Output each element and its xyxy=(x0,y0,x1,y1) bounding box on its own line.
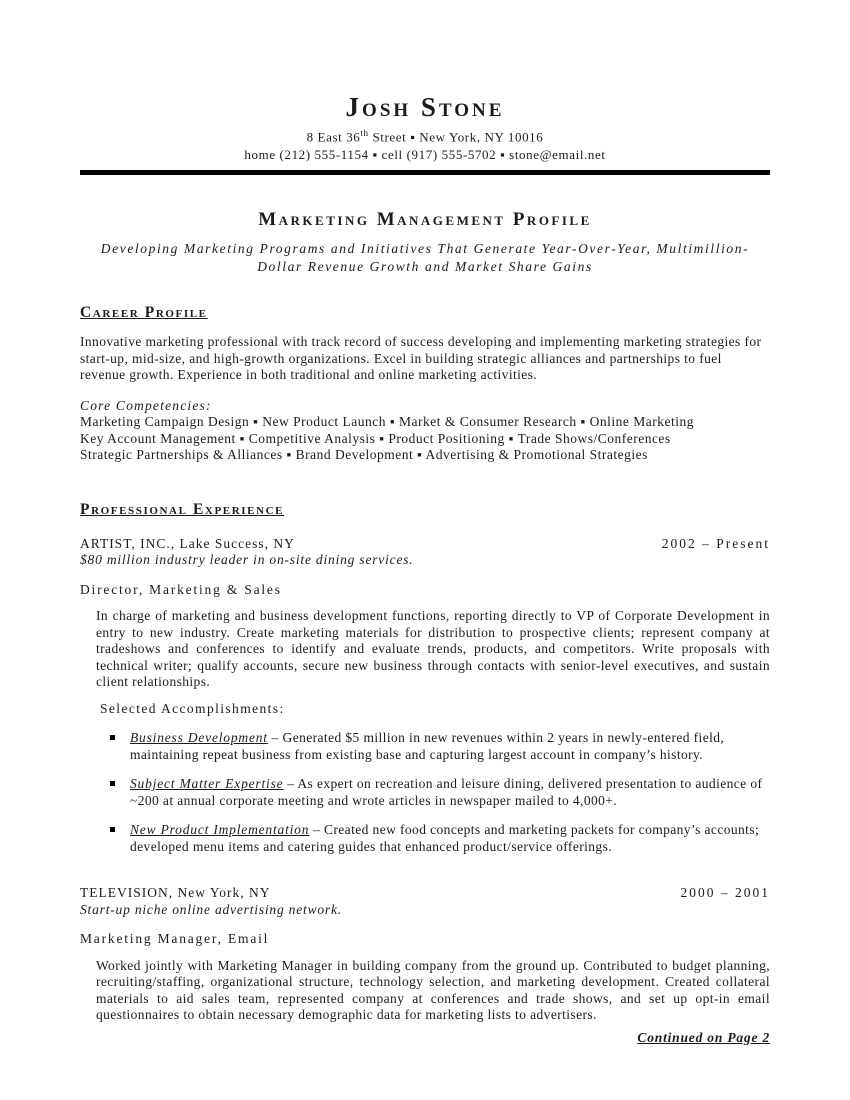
core-competencies-label: Core Competencies: xyxy=(80,397,212,413)
accomplishment-item xyxy=(110,822,770,855)
accomplishment-title: Subject Matter Expertise xyxy=(130,776,284,792)
profile-tagline: Developing Marketing Programs and Initiatives That Generate Year-Over-Year, Multimillion-Dollar Revenue Growth and Market Share Gains xyxy=(100,241,750,275)
company-descriptor: Start-up niche online advertising network. xyxy=(80,901,342,917)
section-heading-professional-experience: Professional Experience xyxy=(80,500,285,518)
contact-line: home (212) 555-1154 ▪ cell (917) 555-5702 ▪ stone@email.net xyxy=(244,147,606,163)
job-dates: 2002 – Present xyxy=(661,535,770,551)
job-header xyxy=(80,885,770,902)
continued-note-text: Continued on Page 2 xyxy=(637,1029,770,1045)
address-street-ordinal: th xyxy=(360,128,369,138)
accomplishments-label: Selected Accomplishments: xyxy=(100,700,285,716)
company-name: ARTIST, INC., Lake Success, NY xyxy=(80,535,295,551)
accomplishment-text: – As expert on recreation and leisure dining, delivered presentation to audience of ~200 at annual corporate meeting and wrote articles in newspaper mailed to 4,000+. xyxy=(130,776,763,808)
job-title: Marketing Manager, Email xyxy=(80,931,270,947)
accomplishment-text: – Generated $5 million in new revenues within 2 years in newly-entered field, maintaining repeat business from existing base and capturing largest account in company’s history. xyxy=(130,730,725,762)
job-title: Director, Marketing & Sales xyxy=(80,581,282,597)
bullet-square-icon xyxy=(110,735,115,740)
header-divider xyxy=(80,170,770,175)
address-street: 8 East 36 xyxy=(306,129,361,145)
company-descriptor: $80 million industry leader in on-site dining services. xyxy=(80,552,414,568)
continued-note xyxy=(80,1030,770,1047)
accomplishment-item xyxy=(110,730,770,763)
company-name: TELEVISION, New York, NY xyxy=(80,885,271,901)
bullet-square-icon xyxy=(110,781,115,786)
bullet-square-icon xyxy=(110,827,115,832)
job-entry xyxy=(80,536,770,856)
competency-line: Marketing Campaign Design ▪ New Product Launch ▪ Market & Consumer Research ▪ Online Marketing xyxy=(80,414,694,430)
competency-line: Strategic Partnerships & Alliances ▪ Brand Development ▪ Advertising & Promotional Strategies xyxy=(80,447,648,463)
profile-title: Marketing Management Profile xyxy=(258,209,592,231)
accomplishment-title: Business Development xyxy=(130,730,268,746)
job-summary: In charge of marketing and business development functions, reporting directly to VP of Corporate Development in entry to new industry. Create marketing materials for distribution to prospective clients; represent company at tradeshows and conferences to identify and evaluate trends, products, and competitors. Write proposals with technical writer; qualify accounts, secure new business through contacts with senior-level executives, and sustain client relationships. xyxy=(96,608,770,690)
accomplishment-title: New Product Implementation xyxy=(130,822,310,838)
accomplishment-body xyxy=(130,822,770,855)
address-line xyxy=(80,125,770,145)
header xyxy=(80,92,770,175)
section-heading-career-profile: Career Profile xyxy=(80,304,208,322)
job-summary: Worked jointly with Marketing Manager in building company from the ground up. Contributed to budget planning, recruiting/staffing, organizational structure, technology selection, and marketing development. Created collateral materials to aid sales team, represented company at conferences and trade shows, and set up opt-in email questionnaires to obtain necessary demographic data for marketing lists to advertisers. xyxy=(96,957,770,1023)
job-header xyxy=(80,536,770,553)
person-name: Josh Stone xyxy=(345,92,505,122)
accomplishment-body xyxy=(130,776,770,809)
career-summary: Innovative marketing professional with track record of success developing and implementing marketing strategies for start-up, mid-size, and high-growth organizations. Excel in building strategic alliances and partnerships to fuel revenue growth. Experience in both traditional and online marketing activities. xyxy=(80,334,762,383)
job-dates: 2000 – 2001 xyxy=(680,885,770,901)
address-rest: Street ▪ New York, NY 10016 xyxy=(368,129,544,145)
accomplishment-item xyxy=(110,776,770,809)
competency-line: Key Account Management ▪ Competitive Analysis ▪ Product Positioning ▪ Trade Shows/Conferences xyxy=(80,430,671,446)
accomplishment-body xyxy=(130,730,770,763)
job-entry xyxy=(80,885,770,1024)
accomplishment-text: – Created new food concepts and marketing packets for company’s accounts; developed menu items and catering guides that enhanced product/service offerings. xyxy=(130,822,760,854)
